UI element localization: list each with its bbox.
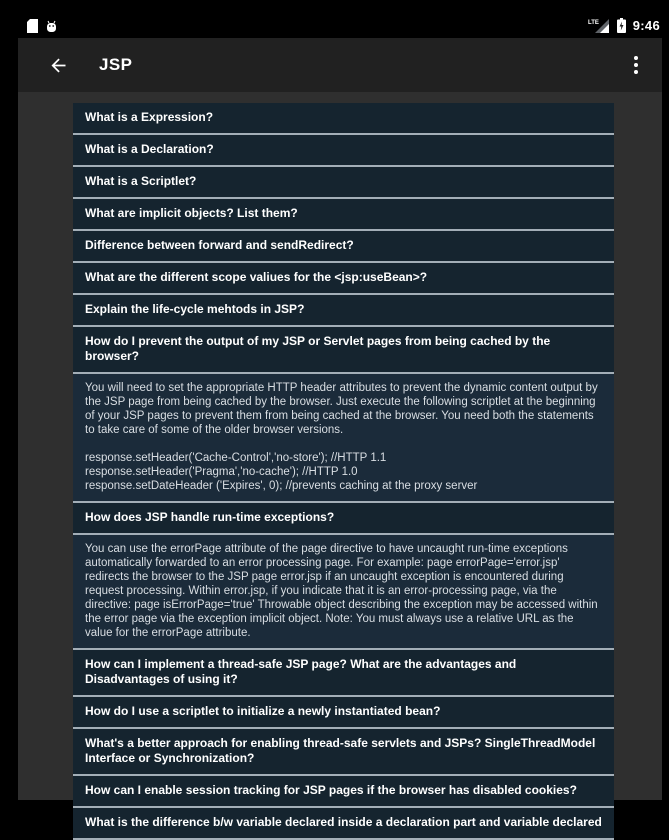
question-item[interactable]: What is a Expression? (73, 103, 614, 135)
question-item[interactable]: How do I use a scriptlet to initialize a newly instantiated bean? (73, 697, 614, 729)
answer-panel (73, 374, 614, 503)
overflow-menu-icon[interactable] (624, 53, 648, 77)
lte-label: LTE (587, 20, 599, 26)
android-debug-icon (45, 20, 58, 33)
answer-text-line: You will need to set the appropriate HTTP header attributes to prevent the dynamic content output by the JSP page from being cached by the browser. Just execute the following scriptlet at the beginning of your JSP pages to prevent them from being cached at the browser. You need both the statements to take care of some of the older browser versions. (85, 382, 598, 436)
question-item[interactable]: How can I enable session tracking for JSP pages if the browser has disabled cookies? (73, 776, 614, 808)
question-item[interactable]: What are the different scope valiues for the <jsp:useBean>? (73, 263, 614, 295)
app-window (18, 38, 662, 829)
usb-storage-icon (27, 19, 38, 33)
page-title: JSP (99, 55, 133, 74)
answer-code-line: response.setHeader('Cache-Control','no-store'); //HTTP 1.1 (85, 452, 387, 464)
question-item[interactable]: How can I implement a thread-safe JSP page? What are the advantages and Disadvantages of using it? (73, 650, 614, 697)
lte-signal-icon (588, 18, 610, 33)
back-arrow-icon[interactable] (46, 53, 70, 77)
content-area (18, 92, 662, 829)
answer-text-line (85, 437, 602, 451)
question-item[interactable]: How do I prevent the output of my JSP or Servlet pages from being cached by the browser? (73, 327, 614, 374)
answer-text-line: You can use the errorPage attribute of the page directive to have uncaught run-time exceptions automatically forwarded to an error processing page. For example: page errorPage='error.jsp' redirects the browser to the JSP page error.jsp if an uncaught exception is encountered during request processing. Within error.jsp, if you indicate that it is an error-processing page, via the directive: page isErrorPage='true' Throwable object describing the exception may be accessed within the error page via the exception implicit object. Note: You must always use a relative URL as the value for the errorPage attribute. (85, 543, 598, 639)
battery-charging-icon (617, 18, 626, 33)
status-time: 9:46 (632, 18, 660, 33)
answer-code-line: response.setHeader('Pragma','no-cache'); //HTTP 1.0 (85, 466, 358, 478)
question-item[interactable]: What's a better approach for enabling thread-safe servlets and JSPs? SingleThreadModel Interface or Synchronization? (73, 729, 614, 776)
answer-code-line: response.setDateHeader ('Expires', 0); //prevents caching at the proxy server (85, 480, 478, 492)
answer-panel (73, 535, 614, 650)
question-item[interactable]: Difference between forward and sendRedirect? (73, 231, 614, 263)
question-item[interactable]: What is a Declaration? (73, 135, 614, 167)
toolbar (18, 38, 662, 92)
status-bar (0, 0, 669, 38)
question-item[interactable]: How does JSP handle run-time exceptions? (73, 503, 614, 535)
question-item[interactable]: Explain the life-cycle mehtods in JSP? (73, 295, 614, 327)
question-item[interactable]: What is the difference b/w variable declared inside a declaration part and variable declared (73, 808, 614, 840)
question-list (73, 103, 614, 840)
question-item[interactable]: What is a Scriptlet? (73, 167, 614, 199)
question-item[interactable]: What are implicit objects? List them? (73, 199, 614, 231)
